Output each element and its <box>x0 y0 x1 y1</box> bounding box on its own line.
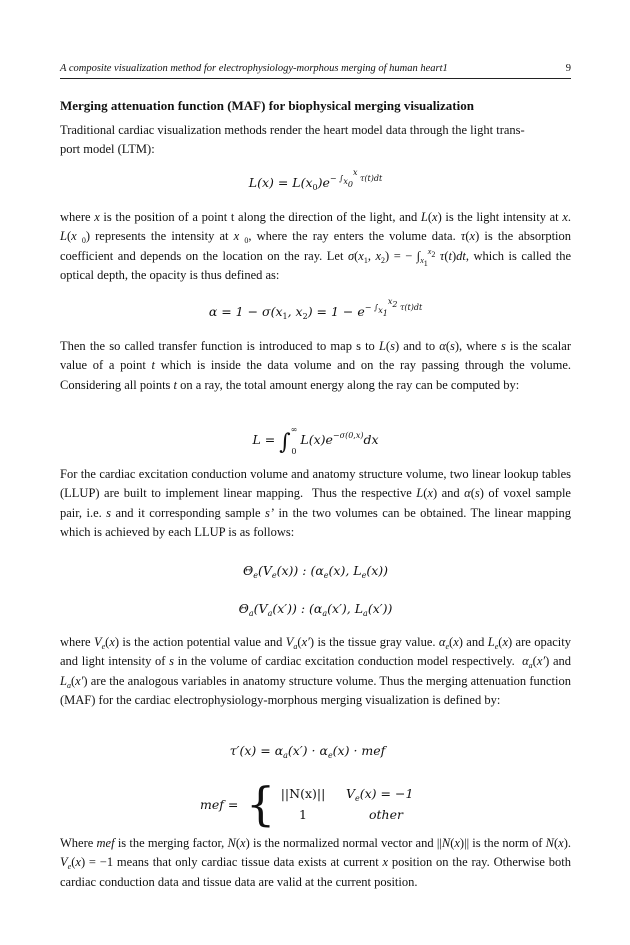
running-header <box>60 63 571 79</box>
equation-opacity: $\alpha = 1 - \sigma(x_1$, $x_2) = 1 - e^{- \int_{x_1}^{x_2} \tau(t)dt}$ <box>208 297 423 321</box>
equation-light-transport: $L(x) = L(x_0)e^{- \int_{x_0}^x \tau(t)dt}$ <box>248 168 383 192</box>
mef-case-2-value: 1 <box>299 807 307 822</box>
paragraph-transfer-function: Then the so called transfer function is introduced to map s to L(s) and to α(s), where s is the scalar value of a point t which is inside the data volume and on the ray passing through the volume. Considering all points t on a ray, the total amount energy along the ray can be computed by: <box>60 339 571 392</box>
paragraph-ltm-intro: Traditional cardiac visualization methods render the heart model data through the light trans- port model (LTM): <box>60 123 525 157</box>
equation-theta-e: $\Theta_e(V_e(x))$ : ($\alpha_e(x)$, $L_e(x)$) <box>243 563 388 580</box>
equation-maf: $\tau'(x) = \alpha_a(x') \cdot \alpha_e(x)$ · mef <box>229 743 386 760</box>
paper-page <box>60 0 571 945</box>
equation-theta-a: $\Theta_a(V_a(x'))$ : ($\alpha_a(x')$, $L_a(x')$) <box>238 601 393 618</box>
mef-lhs: mef = <box>200 797 239 812</box>
equation-total-energy: $L = \int^\infty_0$ $L(x)e^{-\sigma(0,x)}dx$ <box>252 425 379 456</box>
mef-case-1-value: ||N(x)|| <box>280 786 326 801</box>
paragraph-llup: For the cardiac excitation conduction volume and anatomy structure volume, two linear lookup tables (LLUP) are built to implement linear mapping. Thus the respective L(x) and α(s) of voxel sample pair, i.e. s and it corresponding sample s’ in the two volumes can be obtained. The linear mapping which is achieved by each LLUP is as follows: <box>60 467 571 540</box>
paragraph-variables: where $V_e(x)$ is the action potential value and $V_a(x')$ is the tissue gray value. $\alpha_e(x)$ and $L_e(x)$ are opacity and light intensity of s in the volume of cardiac excitation conduction model respectively. $\alpha_a(x')$ and $L_a(x')$ are the analogous variables in anatomy structure volume. Thus the merging attenuation function (MAF) for the cardiac electrophysiology-morphous merging visualization is defined by: <box>60 635 571 708</box>
paragraph-mef-definition: Where mef is the merging factor, N(x) is the normalized normal vector and ||N(x)|| is the norm of N(x). $V_e(x) = -1$ means that only cardiac tissue data exists at current x position on the ray. Otherwise both cardiac conduction data and tissue data are valid at the current position. <box>60 836 571 889</box>
section-heading: Merging attenuation function (MAF) for biophysical merging visualization <box>60 98 474 113</box>
page-number: 9 <box>565 63 571 74</box>
mef-brace: { <box>246 777 276 831</box>
mef-case-1 <box>264 786 426 801</box>
mef-case-1-condition: $V_e(x) = -1$ <box>345 786 414 803</box>
mef-case-2 <box>264 807 426 822</box>
paragraph-ltm-definitions: where x is the position of a point t along the direction of the light, and L(x) is the light intensity at x. L(x $_0$) represents the intensity at x $_0$, where the ray enters the volume data. τ(x) is the absorption coefficient and depends on the location on the ray. Let $\sigma(x_1$, $x_2$) = − $\int_{x_1}^{x_2}$ τ(t)dt, which is called the optical depth, the opacity is thus defined as: <box>60 210 572 283</box>
mef-case-2-condition: other <box>368 807 403 822</box>
running-title: A composite visualization method for electrophysiology-morphous merging of human heart1 <box>60 63 448 74</box>
